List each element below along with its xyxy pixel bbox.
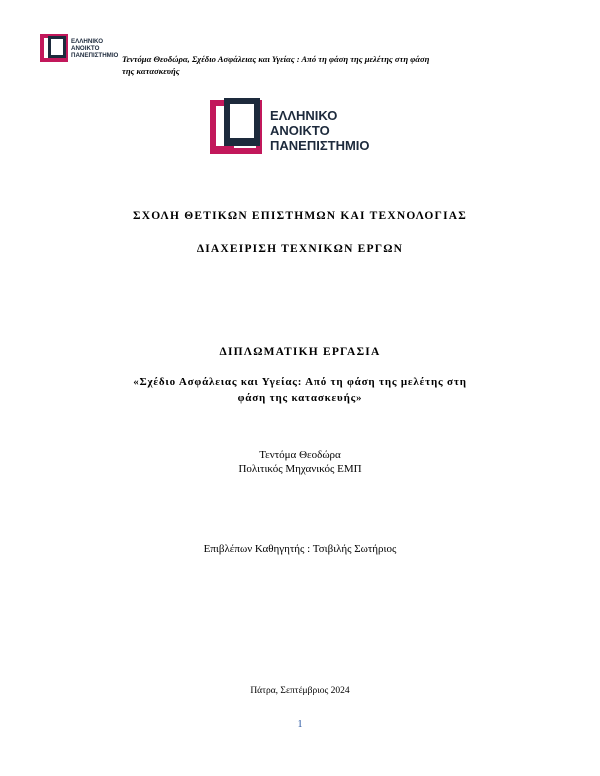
- university-logo-mark: [40, 34, 122, 66]
- thesis-title: [95, 374, 505, 406]
- thesis-title-line1: «Σχέδιο Ασφάλειας και Υγείας: Από τη φάση της μελέτης στη: [133, 376, 467, 388]
- thesis-title-line2: φάση της κατασκευής»: [237, 392, 363, 404]
- header-logo-line2: ΑΝΟΙΚΤΟ: [71, 45, 100, 52]
- logo-line2: ΑΝΟΙΚΤΟ: [270, 123, 330, 138]
- header-logo-line1: ΕΛΛΗΝΙΚΟ: [71, 38, 104, 45]
- page-number: 1: [297, 719, 303, 730]
- department-name: ΔΙΑΧΕΙΡΙΣΗ ΤΕΧΝΙΚΩΝ ΕΡΓΩΝ: [196, 243, 404, 255]
- author-name: Τεντόμα Θεοδώρα: [259, 449, 341, 461]
- thesis-label: ΔΙΠΛΩΜΑΤΙΚΗ ΕΡΓΑΣΙΑ: [219, 346, 381, 358]
- header-logo: [40, 34, 122, 66]
- logo-line3: ΠΑΝΕΠΙΣΤΗΜΙΟ: [270, 138, 370, 153]
- main-logo: [210, 98, 388, 158]
- author-block: [0, 448, 600, 476]
- logo-line1: ΕΛΛΗΝΙΚΟ: [270, 108, 338, 123]
- place-date: Πάτρα, Σεπτέμβριος 2024: [250, 686, 350, 696]
- running-header: [122, 53, 502, 77]
- running-header-line2: της κατασκευής: [122, 66, 180, 76]
- running-header-line1: Τεντόμα Θεοδώρα, Σχέδιο Ασφάλειας και Υγείας : Από τη φάση της μελέτης στη φάση: [122, 54, 430, 64]
- author-title: Πολιτικός Μηχανικός ΕΜΠ: [238, 463, 362, 475]
- school-name: ΣΧΟΛΗ ΘΕΤΙΚΩΝ ΕΠΙΣΤΗΜΩΝ ΚΑΙ ΤΕΧΝΟΛΟΓΙΑΣ: [133, 210, 467, 222]
- header-logo-line3: ΠΑΝΕΠΙΣΤΗΜΙΟ: [71, 52, 119, 59]
- university-logo: [210, 98, 388, 158]
- supervisor: Επιβλέπων Καθηγητής : Τσιβιλής Σωτήριος: [203, 543, 397, 555]
